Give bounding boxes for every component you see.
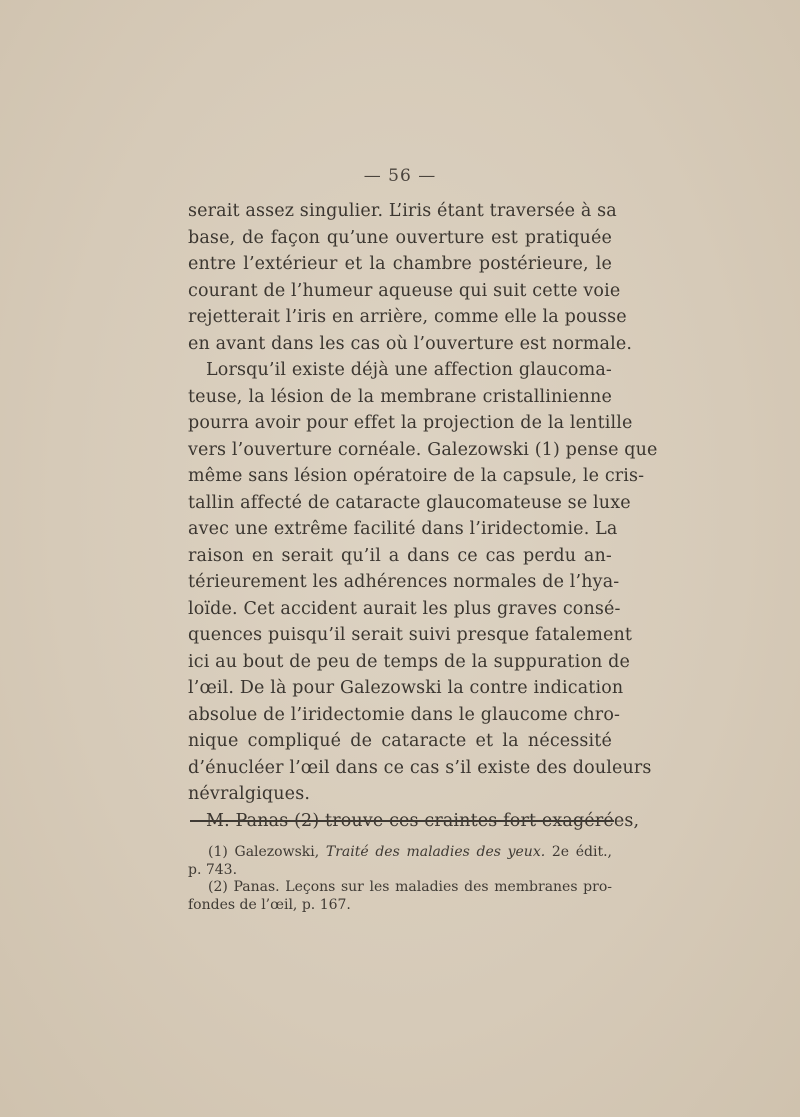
text-line: quences puisqu’il serait suivi presque fatalement [188,625,633,645]
footnote-1-edition: 2e édit., [551,844,612,860]
footnote-1-line-1 [188,844,612,862]
text-line: vers l’ouverture cornéale. Galezowski (1) pense que [188,439,658,460]
footnote-1-marker: (1) Galezowski, [208,844,320,860]
text-line: raison en serait qu’il a dans ce cas perdu an- [188,545,612,566]
text-line: tallin affecté de cataracte glaucomateuse se luxe [188,492,631,513]
footnote-2-line-1: (2) Panas. Leçons sur les maladies des membranes pro- [208,879,612,895]
text-line: rejetterait l’iris en arrière, comme elle la pousse [188,307,627,327]
text-line: Lorsqu’il existe déjà une affection glaucoma- [206,360,612,380]
text-line: pourra avoir pour effet la projection de la lentille [188,413,633,433]
text-line: névralgiques. [188,784,311,804]
text-line: entre l’extérieur et la chambre postérieure, le [188,254,612,274]
text-line: en avant dans les cas où l’ouverture est normale. [188,333,633,354]
text-line: térieurement les adhérences normales de l’hya- [188,572,620,592]
text-line: avec une extrême facilité dans l’iridectomie. La [188,519,618,539]
text-line: absolue de l’iridectomie dans le glaucome chro- [188,704,621,725]
text-line: d’énucléer l’œil dans ce cas s’il existe des douleurs [188,757,652,778]
page-number: — 56 — [363,166,437,186]
text-line: teuse, la lésion de la membrane cristallinienne [188,386,612,407]
body-text [188,198,658,834]
text-line: loïde. Cet accident aurait les plus graves consé- [188,598,621,619]
text-line: courant de l’humeur aqueuse qui suit cette voie [188,280,621,301]
text-line: M. Panas (2) trouve ces craintes fort exagérées, [206,810,640,831]
text-line: nique compliqué de cataracte et la nécessité [188,731,612,751]
text-line: ici au bout de peu de temps de la suppuration de [188,651,630,672]
footnote-2-line-2: fondes de l’œil, p. 167. [188,896,351,913]
text-line: même sans lésion opératoire de la capsule, le cris- [188,466,645,486]
footnote-1-title: Traité des maladies des yeux. [325,844,546,860]
text-line: l’œil. De là pour Galezowski la contre indication [188,678,624,698]
text-line: base, de façon qu’une ouverture est pratiquée [188,227,612,248]
text-line: serait assez singulier. L’iris étant traversée à sa [188,201,617,221]
footnote-separator-rule [190,820,614,822]
footnote-1-line-2: p. 743. [188,861,238,878]
footnotes [188,844,612,914]
